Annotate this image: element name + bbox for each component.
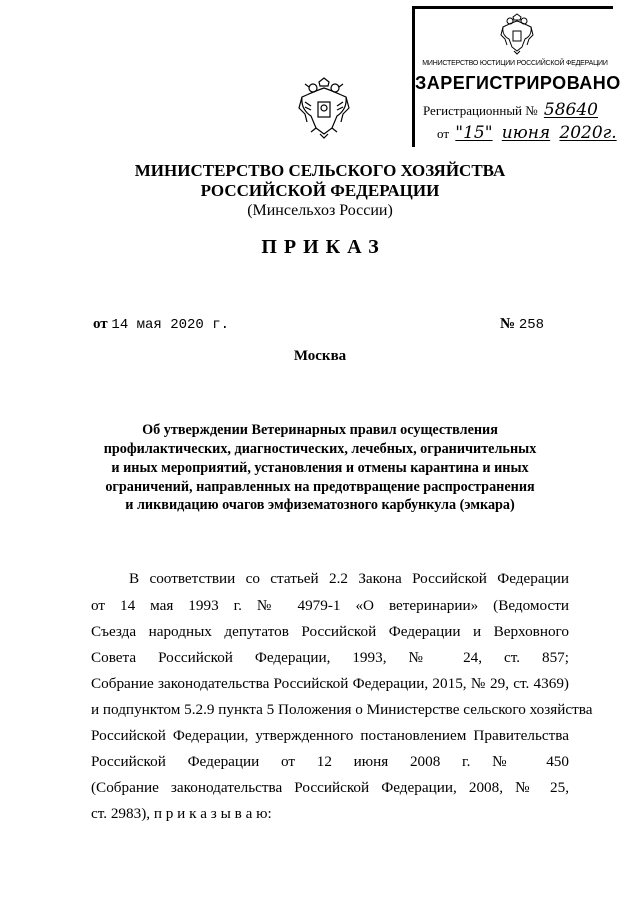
body-line: Российской Федерации, утвержденного постановлением Правительства: [91, 727, 569, 744]
order-number-value: 258: [518, 317, 545, 333]
order-date-value: 14 мая 2020 г.: [111, 317, 230, 333]
ministry-name-line-1: МИНИСТЕРСТВО СЕЛЬСКОГО ХОЗЯЙСТВА: [134, 161, 506, 180]
body-line: Собрание законодательства Российской Федерации, 2015, № 29, ст. 4369): [91, 675, 569, 692]
city: Москва: [293, 348, 347, 364]
ministry-name-line-2: РОССИЙСКОЙ ФЕДЕРАЦИИ: [200, 181, 440, 200]
stamp-reg-number: 58640: [543, 100, 599, 120]
coat-of-arms-icon: [499, 13, 535, 55]
stamp-date-year: 2020г.: [559, 123, 617, 143]
body-line: Совета Российской Федерации, 1993, № 24, ст. 857;: [91, 649, 569, 666]
stamp-date-month: июня: [501, 123, 551, 143]
body-line: Съезда народных депутатов Российской Федерации и Верховного: [91, 623, 569, 640]
stamp-registered: ЗАРЕГИСТРИРОВАНО: [415, 73, 621, 93]
stamp-reg-label: Регистрационный №: [423, 103, 538, 118]
body-line: (Собрание законодательства Российской Федерации, 2008, № 25,: [91, 779, 569, 796]
title-line: Об утверждении Ветеринарных правил осуществления: [142, 422, 498, 438]
title-line: и ликвидацию очагов эмфизематозного карбункула (эмкара): [125, 497, 515, 513]
stamp-date-prefix: от: [437, 126, 450, 141]
coat-of-arms-icon: [297, 76, 351, 140]
stamp-registration-line: [423, 100, 601, 120]
title-line: и иных мероприятий, установления и отмены карантина и иных: [111, 460, 529, 476]
document-type: ПРИКАЗ: [261, 236, 386, 258]
title-line: профилактических, диагностических, лечебных, ограничительных: [103, 441, 537, 457]
order-date-prefix: от: [93, 316, 108, 332]
order-date: [93, 316, 229, 333]
stamp-date-line: [437, 123, 620, 143]
order-number: [500, 316, 544, 333]
body-line: ст. 2983), п р и к а з ы в а ю:: [91, 805, 272, 822]
stamp-date-day: "15": [455, 123, 493, 143]
ministry-short-name: (Минсельхоз России): [247, 202, 393, 219]
title-line: ограничений, направленных на предотвращение распространения: [105, 479, 535, 495]
body-line: В соответствии со статьей 2.2 Закона Российской Федерации: [129, 570, 569, 587]
body-line: и подпунктом 5.2.9 пункта 5 Положения о Министерстве сельского хозяйства: [91, 701, 593, 718]
order-number-prefix: №: [500, 316, 516, 332]
body-line: Российской Федерации от 12 июня 2008 г. № 450: [91, 753, 569, 770]
stamp-ministry: МИНИСТЕРСТВО ЮСТИЦИИ РОССИЙСКОЙ ФЕДЕРАЦИИ: [422, 60, 608, 67]
body-line: от 14 мая 1993 г. № 4979-1 «О ветеринарии» (Ведомости: [91, 597, 569, 614]
registration-stamp: [412, 6, 621, 147]
